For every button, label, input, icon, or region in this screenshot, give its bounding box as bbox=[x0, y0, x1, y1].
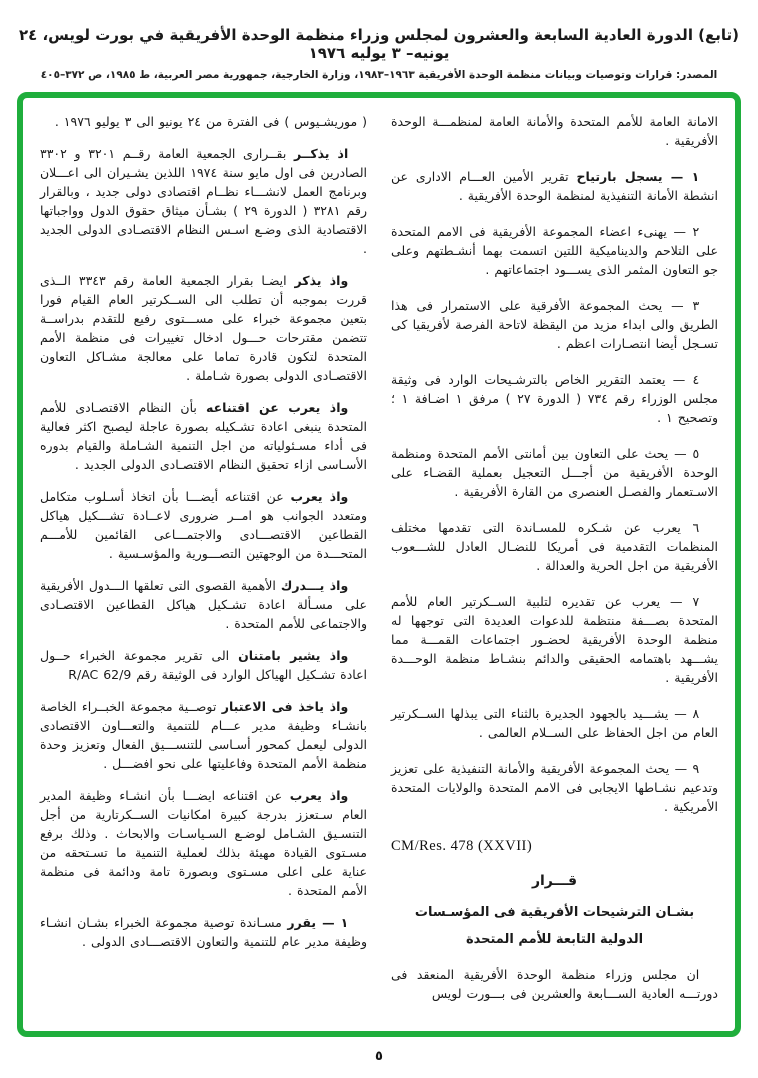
resolution-opening-paragraph: ان مجلس وزراء منظمة الوحدة الأفريقية المنعقد فى دورتـــه العادية الســـابعة والعشرين فى بـــورت لويس bbox=[391, 967, 718, 1001]
resolution-subtitle-2: الدولية التابعة للأمم المتحدة bbox=[465, 932, 644, 947]
paragraph-text: تقرير الأمين العـــام الادارى عن انشطة الأمانة التنفيذية لمنظمة الوحدة الأفريقية . bbox=[391, 169, 718, 203]
paragraph-text: الى تقرير مجموعة الخبراء حــول اعادة تشـكيل الهياكل الوارد فى الوثيقة رقم R/AC 62/9 bbox=[40, 648, 367, 682]
paragraph bbox=[391, 592, 718, 687]
paragraph bbox=[40, 112, 367, 131]
paragraph bbox=[391, 444, 718, 501]
paragraph-text: ٦ يعرب عن شـكره للمسـاندة التى تقدمها مختلف المنظمات التقدمية فى أمريكا للنضـال العادل للشـــعوب الأفريقية من اجل الحرية والعدالة . bbox=[391, 520, 718, 573]
paragraph-text: الأهمية القصوى التى تعلقها الـــدول الأفريقية على مسـألة اعادة تشـكيل هياكل القطاعين الاقتصـادى والاجتماعى للأمم المتحدة . bbox=[40, 578, 367, 631]
paragraph-text: الامانة العامة للأمم المتحدة والأمانة العامة لمنظمـــة الوحدة الأفريقية . bbox=[391, 114, 718, 148]
paragraph bbox=[40, 271, 367, 385]
page-number: ٥ bbox=[375, 1049, 383, 1064]
paragraph bbox=[391, 296, 718, 353]
paragraph-lead: اذ يذكــر bbox=[294, 146, 349, 161]
paragraph bbox=[40, 576, 367, 633]
paragraph-text: ( موريشـيوس ) فى الفترة من ٢٤ يونيو الى ٣ يوليو ١٩٧٦ . bbox=[54, 114, 367, 129]
header-session-title: (تابع) الدورة العادية السابعة والعشرون لمجلس وزراء منظمة الوحدة الأفريقية في بورت لويس، ٢٤ يونيه– ٣ يوليه ١٩٧٦ bbox=[18, 26, 740, 62]
header-source-line: المصدر: قرارات وتوصيات وبيانات منظمة الوحدة الأفريقية ١٩٦٣–١٩٨٣، وزارة الخارجية، جمهورية مصر العربية، ط ١٩٨٥، ص ٣٧٢–٤٠٥ bbox=[40, 69, 718, 81]
paragraph bbox=[40, 697, 367, 773]
paragraph-text: عن اقتناعه ايضـــا بأن انشـاء وظيفة المدير العام سـتعزز بدرجة كبيرة امكانيات الســكرتارية من أجل التنسـيق الشـامل لوضـع السـياسـات والابحاث . وذلك برفع مسـتوى القيادة مهيئة بذلك لعملية التنمية ما تسـتحقه من عناية على اعلى مسـتوى وبصورة تامة ودائمة فى منظمة الأمم المتحدة . bbox=[40, 788, 367, 898]
column-right bbox=[391, 112, 718, 1023]
paragraph-text: بقــرارى الجمعية العامة رقــم ٣٢٠١ و ٣٣٠٢ الصادرين فى اول مايو سنة ١٩٧٤ اللذين يشـيران الى اعـــلان وبرنامج العمل لانشـــاء نظــام اقتصادى دولى جديد ، وبالقرار رقم ٣٢٨١ ( الدورة ٢٩ ) بشـأن ميثاق حقوق الدول وواجباتها الاقتصادية الذى وضـع اسـس النظام الاقتصـادى الدولى الجديد . bbox=[40, 146, 367, 256]
paragraph bbox=[391, 370, 718, 427]
paragraph bbox=[391, 518, 718, 575]
paragraph-text: مسـاندة توصية مجموعة الخبراء بشـان انشـاء وظيفة مدير عام للتنمية والتعاون الاقتصـــادى الدولى . bbox=[40, 915, 367, 949]
paragraph-lead: واذ يعرب bbox=[289, 788, 349, 803]
document-frame bbox=[17, 92, 741, 1037]
paragraph-text: عن اقتناعه أيضـــا بأن اتخاذ أسـلوب متكامل ومتعدد الجوانب هو امــر ضرورى لاعــادة تشـــكيل هياكل القطاعين الاقتصـــادى والاجتمـــاعى القائمين للأمـــم المتحـــدة من الوجهتين التصـــورية والمؤسـسية . bbox=[40, 489, 367, 561]
paragraph-lead: ١ — يقرر bbox=[287, 915, 349, 930]
paragraph-text: ٤ — يعتمد التقرير الخاص بالترشـيحات الوارد فى وثيقة مجلس الوزراء رقم ٧٣٤ ( الدورة ٢٧ ) مرفق ١ اضـافة ١ ؛ وتصحيح ١ . bbox=[391, 372, 718, 425]
paragraph-lead: واذ يذكر bbox=[294, 273, 349, 288]
paragraph-text: ٨ — يشـــيد بالجهود الجديرة بالثناء التى يبذلها الســكرتير العام من اجل الحفاظ على الســلام العالمى . bbox=[391, 706, 718, 740]
paragraph-text: ايضـا بقرار الجمعية العامة رقم ٣٣٤٣ الــذى قررت بموجبه أن تطلب الى الســكرتير العام القيام فورا بتعين مجموعة خبراء على مســـتوى رفيع للتقدم بدراســة تتضمن مقترحات حـــول ادخال تغييرات فى منظمة الأمم المتحدة لتكون قادرة تماما على معالجة مشـاكل التعاون الاقتصـادى الدولى بصورة شـاملة . bbox=[40, 273, 367, 383]
paragraph-text: ٣ — يحث المجموعة الأفرقية على الاستمرار فى هذا الطريق والى ابداء مزيد من اليقظة لاتاحة الفرصة لأفريقيا كى تسـجل أيضا انتصـارات اعظم . bbox=[391, 298, 718, 351]
document-header bbox=[0, 26, 758, 81]
paragraph bbox=[40, 398, 367, 474]
resolution-reference: CM/Res. 478 (XXVII) bbox=[391, 838, 533, 854]
paragraph-lead: ١ — يسجل بارتياح bbox=[576, 169, 700, 184]
paragraph bbox=[40, 646, 367, 684]
paragraph-text: ٥ — يحث على التعاون بين أمانتى الأمم المتحدة ومنظمة الوحدة الأفريقية من أجـــل التعجيل بعملية القضـاء على الاسـتعمار والفصـل العنصرى من القارة الأفريقية . bbox=[391, 446, 718, 499]
paragraph bbox=[40, 144, 367, 258]
paragraph-text: ٧ — يعرب عن تقديره لتلبية الســكرتير العام للأمم المتحدة بصـــفة منتظمة للدعوات العديدة التى توجهها له منظمة الوحدة الأفريقية لحضـور اجتماعات القمـــة مما يشـــهد باهتمامه الحقيقى والدائم بنشـاط منظمة الوحـــدة الأفريقية . bbox=[391, 594, 718, 685]
paragraph-text: ٩ — يحث المجموعة الأفريقية والأمانة التنفيذية على تعزيز وتدعيم نشـاطها الايجابى فى الامم المتحدة والولايات المتحدة الأمريكية . bbox=[391, 761, 718, 814]
paragraph-lead: واذ يشير بامتنان bbox=[238, 648, 349, 663]
paragraph bbox=[391, 759, 718, 816]
paragraph bbox=[391, 222, 718, 279]
paragraph-text: توصــية مجموعة الخبــراء الخاصة بانشـاء وظيفة مدير عـــام للتنمية والتعـــاون الاقتصادى الدولى ليعمل كمحور أسـاسى للتنســـيق الفعال وتعزيز وحدة منظمة الأمم المتحدة وفاعليتها على نحو افضـــل . bbox=[40, 699, 367, 771]
paragraph bbox=[40, 487, 367, 563]
paragraph-lead: واذ يعرب bbox=[290, 489, 349, 504]
paragraph bbox=[391, 167, 718, 205]
two-column-body bbox=[40, 112, 718, 1023]
column-left bbox=[40, 112, 367, 1023]
paragraph bbox=[391, 112, 718, 150]
paragraph-lead: واذ يـــدرك bbox=[280, 578, 349, 593]
paragraph bbox=[40, 786, 367, 900]
paragraph bbox=[40, 913, 367, 951]
paragraph bbox=[391, 704, 718, 742]
paragraph-lead: واذ ياخذ فى الاعتبار bbox=[221, 699, 349, 714]
resolution-title: قـــرار bbox=[531, 873, 578, 889]
paragraph-text: بأن النظام الاقتصـادى للأمم المتحدة ينبغى اعادة تشـكيله بصورة عاجلة ليصبح اكثر فعالية فى أداء مسـئولياته من اجل التنمية الشـاملة والقيام بدوره الأسـاسى ازاء تحقيق النظام الاقتصـادى الدولى الجديد . bbox=[40, 400, 367, 472]
paragraph-lead: واذ يعرب عن اقتناعه bbox=[206, 400, 349, 415]
resolution-subtitle-1: بشـان الترشيحات الأفريقية فى المؤسـسات bbox=[414, 905, 695, 920]
paragraph-text: ٢ — يهنىء اعضاء المجموعة الأفريقية فى الامم المتحدة على التلاحم والديناميكية اللتين اتسمت بهما أنشـطتهم وعلى جو التعاون المثمر الذى يســـود اجتماعاتهم . bbox=[391, 224, 718, 277]
